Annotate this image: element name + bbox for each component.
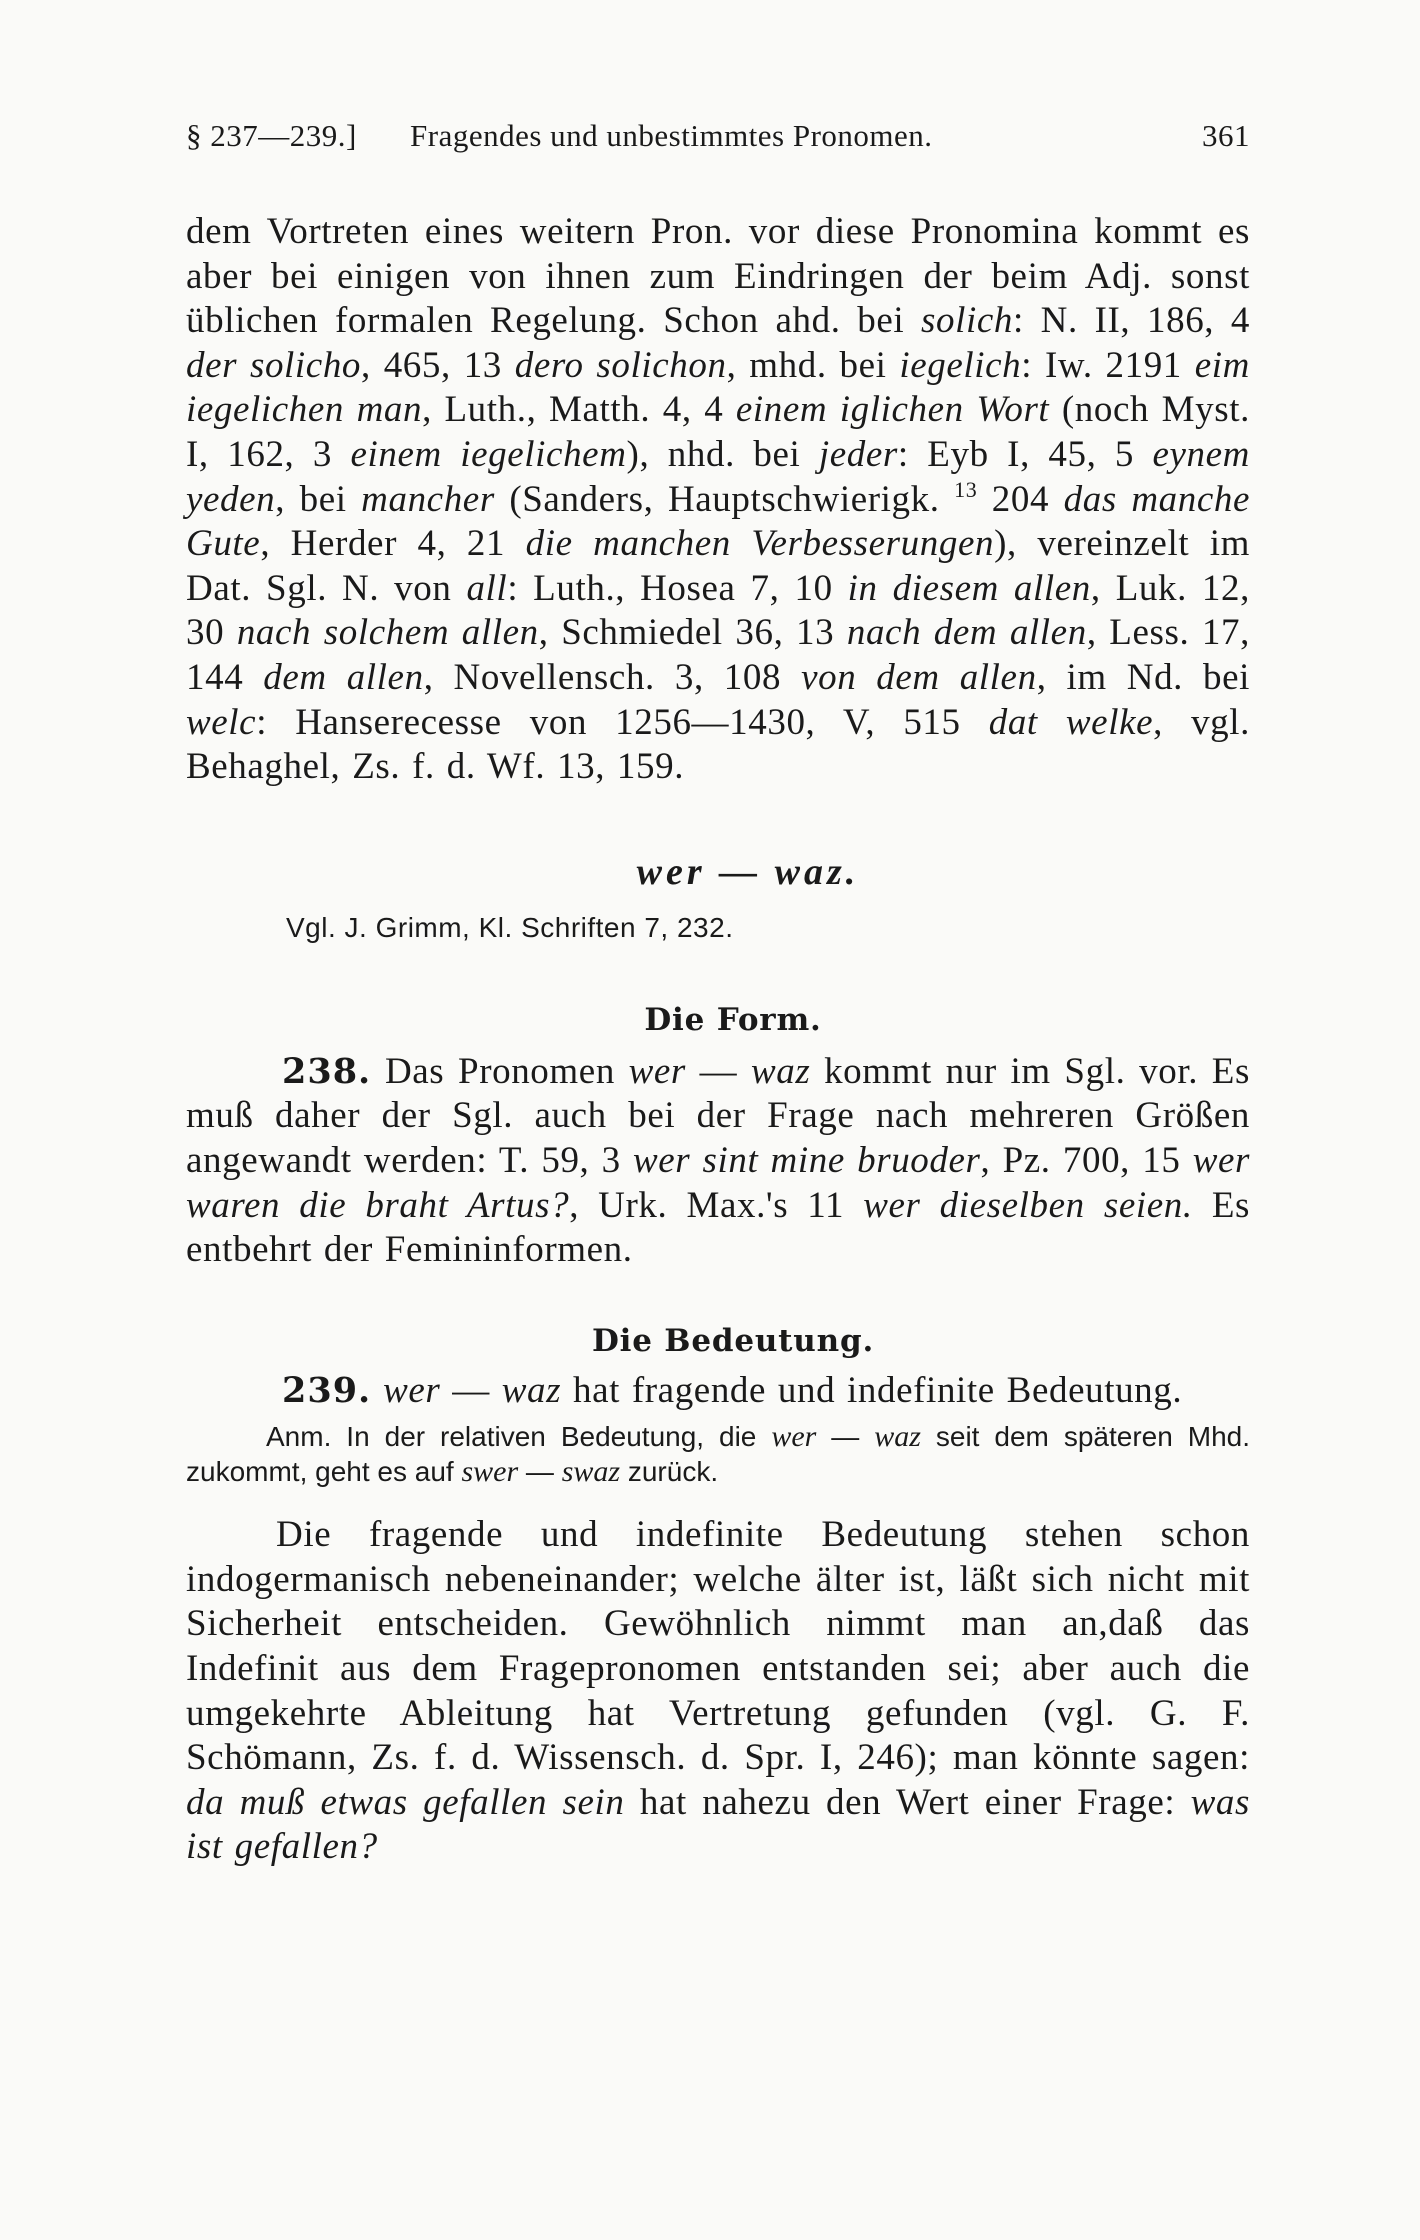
section-238: 238. Das Pronomen wer — waz kommt nur im Sgl. vor. Es muß daher der Sgl. auch bei der Frage nach mehreren Größen angewandt werden: T. 59, 3 wer sint mine bruoder, Pz. 700, 15 wer waren die braht Artus?, Urk. Max.'s 11 wer dieselben seien. Es entbehrt der Femininformen. bbox=[186, 1050, 1251, 1271]
page-number: 361 bbox=[1202, 118, 1250, 153]
subheading-form: Die Form. bbox=[644, 1001, 822, 1038]
paragraph-continuation: dem Vortreten eines weitern Pron. vor diese Pronomina kommt es aber bei einigen von ihnen zum Eindringen der beim Adj. sonst üblichen formalen Regelung. Schon ahd. bei solich: N. II, 186, 4 der solicho, 465, 13 dero solichon, mhd. bei iegelich: Iw. 2191 eim iegelichen man, Luth., Matth. 4, 4 einem iglichen Wort (noch Myst. I, 162, 3 einem iegelichem), nhd. bei jeder: Eyb I, 45, 5 eynem yeden, bei mancher (Sanders, Hauptschwierigk. $^{13}$ 204 das manche Gute, Herder 4, 21 die manchen Verbesserungen), vereinzelt im Dat. Sgl. N. von all: Luth., Hosea 7, 10 in diesem allen, Luk. 12, 30 nach solchem allen, Schmiedel 36, 13 nach dem allen, Less. 17, 144 dem allen, Novellensch. 3, 108 von dem allen, im Nd. bei welc: Hanserecesse von 1256—1430, V, 515 dat welke, vgl. Behaghel, Zs. f. d. Wf. 13, 159. bbox=[186, 211, 1250, 788]
annotation-note: Anm. In der relativen Bedeutung, die wer — waz seit dem späteren Mhd. zukommt, geht es auf swer — swaz zurück. bbox=[186, 1420, 1251, 1489]
section-number-238: 238. bbox=[282, 1050, 372, 1092]
note-label: Anm. bbox=[266, 1421, 332, 1453]
running-head bbox=[186, 118, 1250, 162]
section-heading-wer-waz: wer — waz. bbox=[636, 850, 860, 893]
paragraph-meaning: Die fragende und indefinite Bedeutung stehen schon indogermanisch nebeneinander; welche älter ist, läßt sich nicht mit Sicherheit entscheiden. Gewöhnlich nimmt man an,daß das Indefinit aus dem Fragepronomen entstanden sei; aber auch die umgekehrte Ableitung hat Vertretung gefunden (vgl. G. F. Schömann, Zs. f. d. Wissensch. d. Spr. I, 246); man könnte sagen: da muß etwas gefallen sein hat nahezu den Wert einer Frage: was ist gefallen? bbox=[186, 1514, 1250, 1868]
reference-line: Vgl. J. Grimm, Kl. Schriften 7, 232. bbox=[286, 911, 734, 943]
running-title: Fragendes und unbestimmtes Pronomen. bbox=[410, 118, 933, 153]
text-column bbox=[186, 118, 1250, 1870]
subheading-meaning: Die Bedeutung. bbox=[591, 1322, 875, 1359]
section-range: § 237—239.] bbox=[186, 118, 357, 153]
section-number-239: 239. bbox=[282, 1369, 372, 1411]
section-239: 239. wer — waz hat fragende und indefinite Bedeutung. bbox=[282, 1369, 1183, 1411]
